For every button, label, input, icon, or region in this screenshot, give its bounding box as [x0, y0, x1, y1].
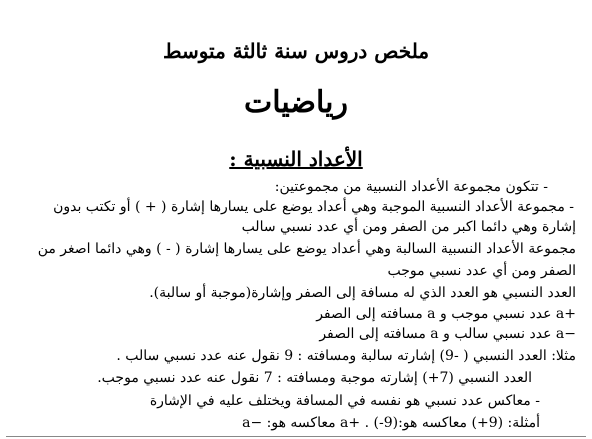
text-line-4: مجموعة الأعداد النسبية السالبة وهي أعداد يوضع على يسارها إشارة ( - ) وهي دائما اصغر من	[37, 241, 576, 257]
page-bottom-border	[6, 436, 586, 437]
text-line-9: مثلا: العدد النسبي ( -9) إشارته سالبة ومسافته : 9 نقول عنه عدد نسبي سالب .	[116, 348, 576, 364]
text-line-6: العدد النسبي هو العدد الذي له مسافة إلى الصفر وإشارة(موجبة أو سالبة).	[149, 285, 576, 301]
text-line-5: الصفر ومن أي عدد نسبي موجب	[387, 263, 576, 279]
document-title: ملخص دروس سنة ثالثة متوسط	[162, 39, 430, 63]
text-line-12: أمثلة: (9+) معاكسه هو:(9-) . +a معاكسه هو: −a	[242, 415, 540, 431]
text-line-2: - مجموعة الأعداد النسبية الموجبة وهي أعداد يوضع على يسارها إشارة ( + ) أو تكتب بدون	[53, 199, 574, 215]
subject-heading: رياضيات	[244, 85, 348, 120]
text-line-8: −a عدد نسبي سالب و a مسافته إلى الصفر	[319, 326, 576, 342]
section-heading: الأعداد النسبية :	[229, 147, 363, 171]
text-line-10: العدد النسبي (7+) إشارته موجبة ومسافته : 7 نقول عنه عدد نسبي موجب.	[97, 370, 532, 386]
text-line-1: - تتكون مجموعة الأعداد النسبية من مجموعتين:	[274, 179, 548, 195]
text-line-3: إشارة وهي دائما اكبر من الصفر ومن أي عدد نسبي سالب	[241, 219, 576, 235]
text-line-11: - معاكس عدد نسبي هو نفسه في المسافة ويختلف عليه في الإشارة	[149, 393, 540, 409]
text-line-7: +a عدد نسبي موجب و a مسافته إلى الصفر	[316, 306, 576, 322]
